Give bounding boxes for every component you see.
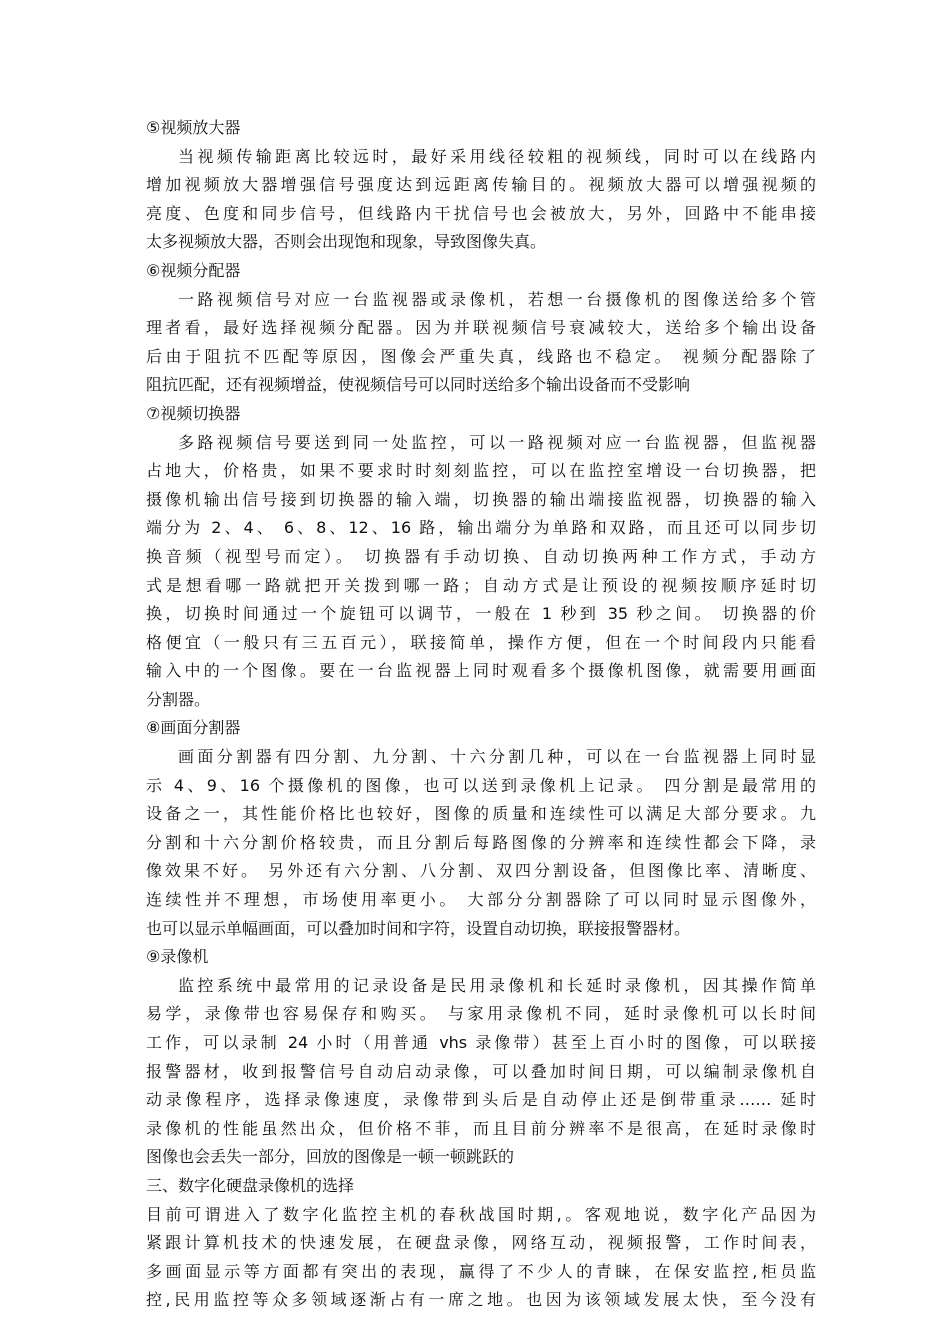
section-video-amplifier: [146, 114, 816, 257]
paragraph-line: 格便宜（一般只有三五百元），联接简单，操作方便，但在一个时间段内只能看: [146, 632, 816, 652]
paragraph-line: 示 4、9、16 个摄像机的图像，也可以送到录像机上记录。 四分割是最常用的: [146, 775, 816, 795]
document-body: [146, 114, 816, 1315]
paragraph-line: 占地大，价格贵，如果不要求时时刻刻监控，可以在监控室增设一台切换器，把: [146, 461, 816, 481]
paragraph-line: 紧跟计算机技术的快速发展，在硬盘录像，网络互动，视频报警，工作时间表，: [146, 1233, 816, 1253]
paragraph-line: 工作，可以录制 24 小时（用普通 vhs 录像带）甚至上百小时的图像，可以联接: [146, 1033, 816, 1052]
paragraph-line: 分割器。: [146, 689, 211, 709]
paragraph-line: 图像也会丢失一部分，回放的图像是一顿一顿跳跃的: [146, 1147, 515, 1167]
section-heading: ⑦视频切换器: [146, 403, 241, 423]
paragraph-line: 当视频传输距离比较远时，最好采用线径较粗的视频线，同时可以在线路内: [178, 146, 816, 166]
paragraph-line: 端分为 2、4、 6、8、12、16 路，输出端分为单路和双路，而且还可以同步切: [146, 518, 816, 538]
section-heading: ⑤视频放大器: [146, 118, 241, 137]
paragraph-line: 输入中的一个图像。要在一台监视器上同时观看多个摄像机图像，就需要用画面: [146, 661, 816, 681]
paragraph-line: 设备之一，其性能价格比也较好，图像的质量和连续性可以满足大部分要求。九: [146, 804, 816, 824]
section-heading: ⑧画面分割器: [146, 718, 241, 738]
section-screen-splitter: [146, 714, 816, 943]
paragraph-line: 像效果不好。 另外还有六分割、八分割、双四分割设备，但图像比率、清晰度、: [146, 861, 816, 881]
paragraph-line: 式是想看哪一路就把开关拨到哪一路；自动方式是让预设的视频按顺序延时切: [146, 575, 816, 595]
paragraph-line: 换，切换时间通过一个旋钮可以调节，一般在 1 秒到 35 秒之间。 切换器的价: [146, 604, 816, 624]
paragraph-line: 录像机的性能虽然出众，但价格不菲，而且目前分辨率不是很高，在延时录像时: [146, 1118, 816, 1138]
paragraph-line: 多画面显示等方面都有突出的表现，赢得了不少人的青睐，在保安监控,柜员监: [146, 1261, 816, 1281]
section-dvr-selection: [146, 1172, 816, 1315]
paragraph-line: 易学，录像带也容易保存和购买。 与家用录像机不同，延时录像机可以长时间: [146, 1004, 816, 1024]
paragraph-line: 一路视频信号对应一台监视器或录像机，若想一台摄像机的图像送给多个管: [178, 289, 816, 309]
paragraph-line: 换音频（视型号而定）。 切换器有手动切换、自动切换两种工作方式，手动方: [146, 546, 816, 566]
paragraph-line: 画面分割器有四分割、九分割、十六分割几种，可以在一台监视器上同时显: [178, 747, 816, 767]
paragraph-line: 目前可谓进入了数字化监控主机的春秋战国时期,。客观地说，数字化产品因为: [146, 1204, 816, 1224]
paragraph-line: 太多视频放大器，否则会出现饱和现象，导致图像失真。: [146, 232, 547, 252]
paragraph-line: 也可以显示单幅画面，可以叠加时间和字符，设置自动切换，联接报警器材。: [146, 918, 691, 938]
paragraph-line: 亮度、色度和同步信号，但线路内干扰信号也会被放大，另外，回路中不能串接: [146, 203, 816, 223]
paragraph-line: 动录像程序，选择录像速度，录像带到头后是自动停止还是倒带重录…… 延时: [146, 1090, 816, 1110]
section-video-switcher: [146, 400, 816, 715]
paragraph-line: 阻抗匹配，还有视频增益，使视频信号可以同时送给多个输出设备而不受影响: [146, 375, 691, 395]
paragraph-line: 分割和十六分割价格较贵，而且分割后每路图像的分辨率和连续性都会下降，录: [146, 832, 816, 852]
paragraph-line: 监控系统中最常用的记录设备是民用录像机和长延时录像机，因其操作简单: [178, 975, 816, 995]
paragraph-line: 理者看，最好选择视频分配器。因为并联视频信号衰减较大，送给多个输出设备: [146, 318, 816, 338]
section-heading: 三、数字化硬盘录像机的选择: [146, 1175, 355, 1195]
section-video-distributor: [146, 257, 816, 400]
section-heading: ⑥视频分配器: [146, 260, 241, 280]
paragraph-line: 多路视频信号要送到同一处监控，可以一路视频对应一台监视器，但监视器: [178, 432, 816, 452]
paragraph-line: 连续性并不理想，市场使用率更小。 大部分分割器除了可以同时显示图像外，: [146, 890, 816, 910]
paragraph-line: 增加视频放大器增强信号强度达到远距离传输目的。视频放大器可以增强视频的: [146, 175, 816, 195]
paragraph-line: 摄像机输出信号接到切换器的输入端，切换器的输出端接监视器，切换器的输入: [146, 489, 816, 509]
section-heading: ⑨录像机: [146, 947, 209, 967]
paragraph-line: 报警器材，收到报警信号自动启动录像，可以叠加时间日期，可以编制录像机自: [146, 1061, 816, 1081]
paragraph-line: 控,民用监控等众多领域逐渐占有一席之地。也因为该领域发展太快，至今没有: [146, 1290, 816, 1310]
section-video-recorder: [146, 943, 816, 1172]
paragraph-line: 后由于阻抗不匹配等原因，图像会严重失真，线路也不稳定。 视频分配器除了: [146, 346, 816, 366]
